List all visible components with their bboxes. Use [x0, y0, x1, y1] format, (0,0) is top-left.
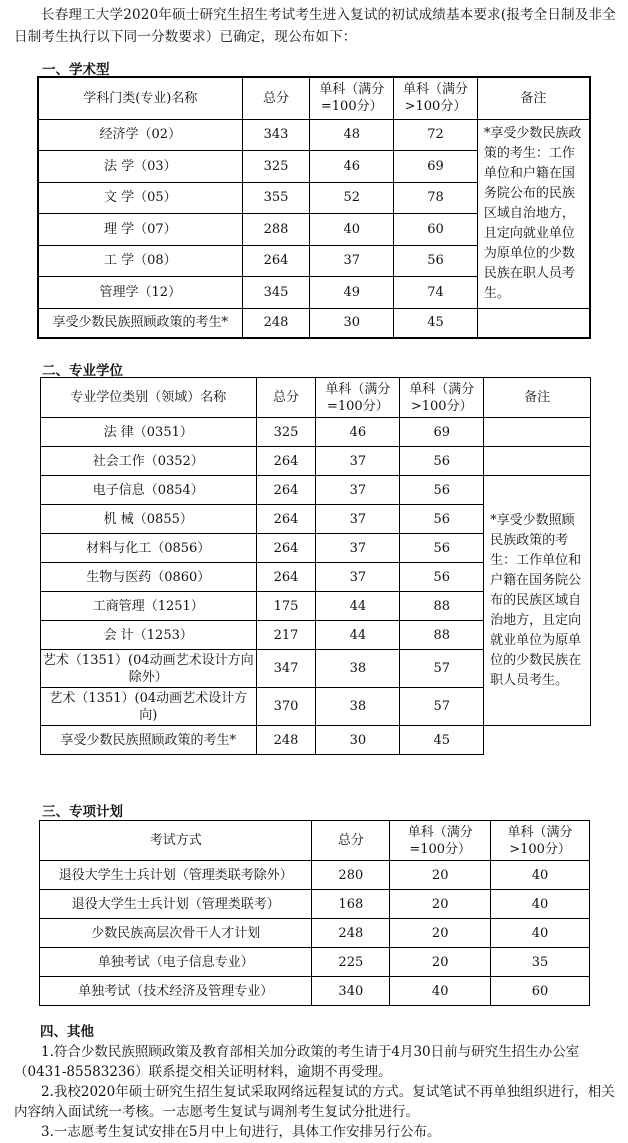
header-single-over100: 单科（满分>100分）: [491, 821, 590, 861]
cell-single-over100: 60: [394, 214, 478, 246]
table-row: [38, 119, 590, 151]
academic-note: *享受少数民族政策的考生：工作单位和户籍在国务院公布的民族区域自治地方，且定向就业单位为原单位的少数民族在职人员考生。: [477, 119, 590, 308]
cell-total: 264: [256, 447, 316, 476]
other-item-2: 2.我校2020年硕士研究生招生复试采取网络远程复试的方式。复试笔试不再单独组织进行，相关内容纳入面试统一考核。一志愿考生复试与调剂考生复试分批进行。: [14, 1084, 615, 1120]
cell-name: 生物与医药（0860）: [41, 563, 257, 592]
cell-total: 340: [312, 977, 390, 1006]
cell-total: 325: [256, 418, 316, 447]
cell-single-100: 46: [316, 418, 400, 447]
cell-single-over100: 56: [400, 447, 484, 476]
header-total: 总分: [312, 821, 390, 861]
cell-single-over100: 45: [394, 308, 478, 338]
cell-total: 264: [242, 245, 310, 277]
table-row: [40, 861, 590, 890]
cell-total: 264: [256, 505, 316, 534]
cell-name: 少数民族高层次骨干人才计划: [40, 919, 312, 948]
cell-single-100: 30: [310, 308, 394, 338]
cell-empty: [484, 418, 591, 447]
cell-single-100: 20: [390, 890, 491, 919]
cell-total: 370: [256, 688, 316, 726]
cell-single-100: 38: [316, 650, 400, 688]
cell-name: 法 律（0351）: [41, 418, 257, 447]
cell-total: 325: [242, 151, 310, 183]
cell-name: 退役大学生士兵计划（管理类联考）: [40, 890, 312, 919]
cell-total: 264: [256, 534, 316, 563]
cell-total: 347: [256, 650, 316, 688]
cell-name: 法 学（03）: [38, 151, 242, 183]
cell-single-over100: 56: [400, 563, 484, 592]
section-academic-title: 一、学术型: [42, 62, 110, 78]
cell-name: 艺术（1351）(04动画艺术设计方向除外）: [41, 650, 257, 688]
section-professional-title: 二、专业学位: [42, 363, 123, 379]
cell-single-over100: 40: [491, 890, 590, 919]
cell-single-over100: 78: [394, 182, 478, 214]
cell-total: 168: [312, 890, 390, 919]
section-other-title: 四、其他: [40, 1024, 94, 1040]
table-row: [40, 948, 590, 977]
cell-total: 175: [256, 592, 316, 621]
cell-single-over100: 56: [400, 534, 484, 563]
cell-single-100: 37: [316, 534, 400, 563]
other-item-1: 1.符合少数民族照顾政策及教育部相关加分政策的考生请于4月30日前与研究生招生办公室（0431-85583236）联系提交相关证明材料，逾期不再受理。: [14, 1044, 580, 1080]
cell-total: 264: [256, 476, 316, 505]
cell-single-100: 40: [390, 977, 491, 1006]
cell-name: 机 械（0855）: [41, 505, 257, 534]
cell-single-100: 44: [316, 592, 400, 621]
professional-table: [40, 377, 591, 755]
other-item-3: 3.一志愿考生复试安排在5月中上旬进行，具体工作安排另行公布。: [41, 1124, 441, 1140]
cell-single-over100: 40: [491, 919, 590, 948]
header-name: 学科门类(专业)名称: [38, 77, 242, 119]
cell-name: 材料与化工（0856）: [41, 534, 257, 563]
cell-single-100: 20: [390, 948, 491, 977]
cell-total: 288: [242, 214, 310, 246]
cell-single-100: 37: [310, 245, 394, 277]
cell-name: 单独考试（电子信息专业）: [40, 948, 312, 977]
cell-single-over100: 35: [491, 948, 590, 977]
cell-single-100: 37: [316, 447, 400, 476]
cell-single-100: 30: [316, 726, 400, 755]
table-row: [41, 476, 591, 505]
professional-note: *享受少数照顾民族政策的考生：工作单位和户籍在国务院公布的民族区域自治地方，且定向就业单位为原单位的少数民族在职人员考生。: [484, 476, 591, 726]
cell-name: 管理学（12）: [38, 277, 242, 309]
cell-single-100: 20: [390, 861, 491, 890]
cell-single-100: 44: [316, 621, 400, 650]
cell-single-over100: 45: [400, 726, 484, 755]
cell-name: 艺术（1351）(04动画艺术设计方向): [41, 688, 257, 726]
cell-name: 电子信息（0854）: [41, 476, 257, 505]
table-row: [40, 977, 590, 1006]
cell-single-over100: 88: [400, 621, 484, 650]
cell-total: 248: [312, 919, 390, 948]
cell-total: 355: [242, 182, 310, 214]
cell-single-over100: 56: [400, 476, 484, 505]
header-note: 备注: [477, 77, 590, 119]
cell-single-100: 20: [390, 919, 491, 948]
cell-total: 343: [242, 119, 310, 151]
academic-table: [37, 76, 591, 339]
cell-single-over100: 40: [491, 861, 590, 890]
cell-name: 享受少数民族照顾政策的考生*: [41, 726, 257, 755]
table-row: [41, 447, 591, 476]
cell-single-100: 48: [310, 119, 394, 151]
table-row: [40, 890, 590, 919]
cell-single-over100: 69: [400, 418, 484, 447]
table-row: [41, 418, 591, 447]
cell-name: 退役大学生士兵计划（管理类联考除外）: [40, 861, 312, 890]
cell-total: 217: [256, 621, 316, 650]
header-single-over100: 单科（满分>100分）: [400, 378, 484, 418]
section-special-title: 三、专项计划: [42, 804, 123, 820]
cell-name: 文 学（05）: [38, 182, 242, 214]
header-total: 总分: [256, 378, 316, 418]
cell-total: 248: [242, 308, 310, 338]
other-section: [14, 1022, 618, 1142]
cell-single-100: 52: [310, 182, 394, 214]
cell-total: 345: [242, 277, 310, 309]
cell-empty: [484, 447, 591, 476]
cell-name: 享受少数民族照顾政策的考生*: [38, 308, 242, 338]
cell-single-100: 40: [310, 214, 394, 246]
special-table: [39, 820, 590, 1006]
cell-single-over100: 88: [400, 592, 484, 621]
header-note: 备注: [484, 378, 591, 418]
header-name: 专业学位类别（领域）名称: [41, 378, 257, 418]
cell-single-over100: 74: [394, 277, 478, 309]
header-exam-type: 考试方式: [40, 821, 312, 861]
header-single-100: 单科（满分=100分）: [310, 77, 394, 119]
cell-name: 经济学（02）: [38, 119, 242, 151]
header-single-100: 单科（满分=100分）: [316, 378, 400, 418]
intro-paragraph: 长春理工大学2020年硕士研究生招生考试考生进入复试的初试成绩基本要求(报考全日制及非全日制考生执行以下同一分数要求）已确定，现公布如下：: [14, 7, 616, 45]
cell-single-100: 37: [316, 476, 400, 505]
cell-total: 225: [312, 948, 390, 977]
header-single-100: 单科（满分=100分）: [390, 821, 491, 861]
cell-total: 248: [256, 726, 316, 755]
cell-total: 280: [312, 861, 390, 890]
cell-single-over100: 56: [400, 505, 484, 534]
table-row: [40, 919, 590, 948]
cell-single-over100: 72: [394, 119, 478, 151]
cell-name: 理 学（07）: [38, 214, 242, 246]
cell-single-100: 38: [316, 688, 400, 726]
cell-name: 单独考试（技术经济及管理专业）: [40, 977, 312, 1006]
cell-name: 社会工作（0352）: [41, 447, 257, 476]
cell-single-100: 37: [316, 505, 400, 534]
table-row: [41, 726, 591, 755]
cell-name: 工 学（08）: [38, 245, 242, 277]
cell-name: 会 计（1253）: [41, 621, 257, 650]
cell-total: 264: [256, 563, 316, 592]
cell-single-100: 37: [316, 563, 400, 592]
cell-single-over100: 57: [400, 650, 484, 688]
cell-single-over100: 56: [394, 245, 478, 277]
cell-empty: [477, 308, 590, 338]
table-row: [38, 308, 590, 338]
cell-single-100: 49: [310, 277, 394, 309]
cell-single-over100: 57: [400, 688, 484, 726]
header-single-over100: 单科（满分>100分）: [394, 77, 478, 119]
cell-single-over100: 60: [491, 977, 590, 1006]
cell-single-100: 46: [310, 151, 394, 183]
cell-name: 工商管理（1251）: [41, 592, 257, 621]
header-total: 总分: [242, 77, 310, 119]
cell-single-over100: 69: [394, 151, 478, 183]
